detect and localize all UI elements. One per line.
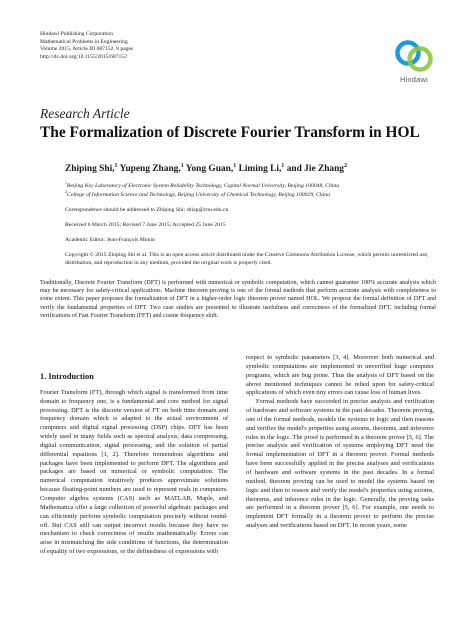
section-heading-introduction: 1. Introduction bbox=[40, 372, 94, 381]
abstract: Traditionally, Discrete Fourier Transform (DFT) is performed with numerical or symbolic computation, which cannot guarantee 100% accurate analysis which may be necessary for safety-critical applications. Machine theorem proving is one of the formal methods that perform accurate analysis with completeness to some extent. This paper proposes the formalization of DFT in a higher-order logic theorem prover named HOL. We propose the formal definition of DFT and verify the fundamental properties of DFT. Two case studies are presented to illustrate usefulness and correctness of the formalized DFT, including formal verifications of Fast Fourier Transform (FFT) and cosine frequency shift. bbox=[40, 280, 436, 319]
paper-title: The Formalization of Discrete Fourier Transform in HOL bbox=[40, 124, 420, 141]
author: Zhiping Shi,$^1$ bbox=[65, 162, 118, 174]
copyright-notice: Copyright © 2015 Zhiping Shi et al. This is an open access article distributed under the Creative Commons Attribution License, which permits unrestricted use, distribution, and reproduction in any medium, provided the original work is properly cited. bbox=[65, 252, 429, 266]
affiliation-2: $^2$College of Information Science and Technology, Beijing University of Chemical Technology, Beijing 100029, China bbox=[65, 190, 330, 198]
publication-info bbox=[40, 31, 133, 61]
author: Liming Li,$^1$ bbox=[238, 162, 285, 174]
paragraph: respect to symbolic parameters [3, 4]. Moreover both numerical and symbolic computations are implemented in unverified huge computer programs, which are bug prone. Thus the analysis of DFT based on the above mentioned techniques cannot be relied upon for safety-critical applications of which even tiny errors can cause loss of human lives. bbox=[246, 354, 434, 397]
article-type: Research Article bbox=[40, 106, 130, 121]
volume-info: Volume 2015, Article ID 687152, 8 pages bbox=[40, 46, 134, 53]
publisher-name: Hindawi Publishing Corporation bbox=[40, 31, 114, 37]
affiliation-1: $^1$Beijing Key Laboratory of Electronic System Reliability Technology, Capital Normal University, Beijing 100048, China bbox=[65, 181, 340, 189]
body-column-left bbox=[40, 373, 228, 557]
hindawi-logo-icon bbox=[393, 38, 435, 74]
correspondence: Correspondence should be addressed to Zhiping Shi; shizp@cnu.edu.cn bbox=[65, 207, 229, 213]
journal-name: Mathematical Problems in Engineering bbox=[40, 38, 128, 45]
paragraph: Fourier Transform (FT), through which signal is transformed from time domain to frequency one, is a fundamental and core method for signal processing. DFT is the discrete version of FT on both time domain and frequency domain which is adapted to the actual environment of computers and digital signal processing (DSP) chips. DFT has been widely used in many fields such as spectral analysis, data compressing, digital communication, signal processing, and the solution of partial differential equations [1, 2]. Therefore tremendous algorithms and packages have been implemented to perform DFT. The algorithms and packages are based on numerical or symbolic computation. The numerical computation intuitively produces approximate solutions because floating-point numbers are used to represent reals in computers. Computer algebra systems (CAS) such as MATLAB, Maple, and Mathematica offer a large collection of powerful algebraic packages and can efficiently perform symbolic computation precisely without round-off. But CAS still can output incorrect results because they have no mechanism to check correctness of results mathematically. Errors can arise in mismatching the side conditions of functions, the determination of equality of two expressions, or the definedness of expressions with bbox=[40, 388, 228, 556]
author-list bbox=[65, 164, 347, 174]
academic-editor: Academic Editor: Jean-François Monin bbox=[65, 237, 155, 243]
logo-wordmark: Hindawi bbox=[399, 75, 429, 84]
paragraph: Formal methods have succeeded in precise analysis and verification of hardware and software systems in the past decades. Theorem proving, one of the formal methods, models the systems in logic and then reasons and verifies the model's properties using axioms, theorems, and inference rules in the logic. The proof is performed in a theorem prover [5, 6]. The precise analysis and verification of systems employing DFT need the formal implementation of DFT in a theorem prover. Formal methods have been successfully applied in the precise analyses and verifications of hardware and software systems in the past decades. In a formal method, theorem proving can be used to model the systems based on logic and then to reason and verify the model's properties using axioms, theorems, and inference rules in the logic. Generally, the proving tasks are performed in a theorem prover [5, 6]. For example, one needs to implement DFT formally in a theorem prover to perform the precise analyses and verifications based on DFT. In recent years, some bbox=[246, 398, 434, 530]
author: Yupeng Zhang,$^1$ bbox=[119, 162, 184, 174]
author: and Jie Zhang$^2$ bbox=[286, 162, 348, 174]
dates: Received 6 March 2015; Revised 7 June 2015; Accepted 25 June 2015 bbox=[65, 222, 226, 228]
body-column-right bbox=[246, 354, 434, 531]
author: Yong Guan,$^1$ bbox=[185, 162, 237, 174]
doi-link[interactable]: http://dx.doi.org/10.1155/2015/687152 bbox=[40, 53, 127, 60]
hindawi-logo[interactable] bbox=[393, 38, 435, 84]
